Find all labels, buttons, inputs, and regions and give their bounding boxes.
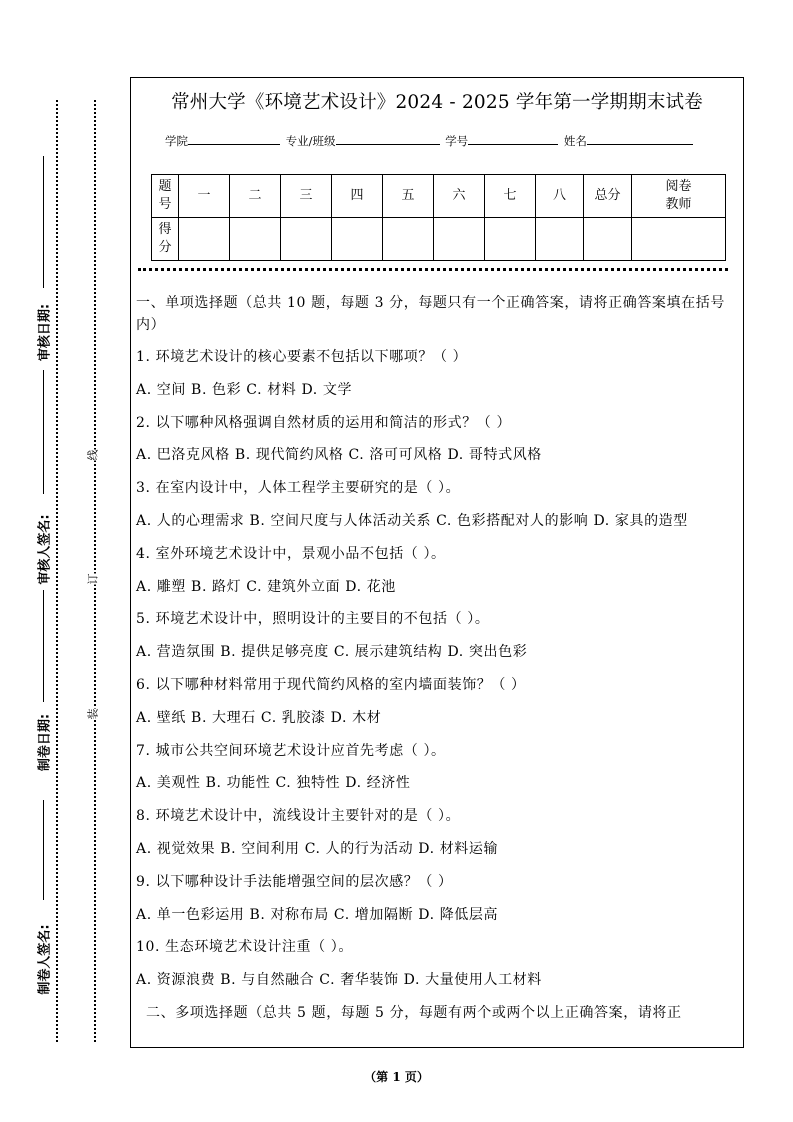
score-table [151,174,726,261]
score-cell[interactable] [485,218,536,261]
score-col-5: 五 [383,175,434,218]
section-2-title: 二、多项选择题（总共 5 题，每题 5 分，每题有两个或两个以上正确答案，请将正 [146,1004,682,1021]
question-2-options: A. 巴洛克风格 B. 现代简约风格 C. 洛可可风格 D. 哥特式风格 [136,447,542,464]
score-cell[interactable] [230,218,281,261]
score-cell[interactable] [332,218,383,261]
student-id-field[interactable] [468,132,558,145]
college-field[interactable] [188,132,280,145]
question-1-options: A. 空间 B. 色彩 C. 材料 D. 文学 [136,381,353,398]
score-table-header-cell: 题 号 [152,175,179,218]
college-label: 学院 [165,134,188,148]
binding-mark-bind: 装 [86,708,100,720]
score-col-4: 四 [332,175,383,218]
score-cell[interactable] [536,218,584,261]
reviewer-signature-label: 审核人签名: [37,514,53,585]
score-col-1: 一 [179,175,230,218]
exam-title: 常州大学《环境艺术设计》2024 - 2025 学年第一学期期末试卷 [171,92,703,113]
student-info-row [165,132,695,149]
binding-line-outer [56,100,58,1042]
major-class-label: 专业/班级 [285,134,336,148]
name-label: 姓名 [563,134,587,148]
question-5-options: A. 营造氛围 B. 提供足够亮度 C. 展示建筑结构 D. 突出色彩 [136,644,528,661]
compile-date-label: 制卷日期: [37,713,53,772]
review-date-blank[interactable] [43,156,44,288]
score-cell-reviewer[interactable] [632,218,726,261]
name-field[interactable] [587,132,693,145]
score-cell[interactable] [281,218,332,261]
question-8: 8. 环境艺术设计中，流线设计主要针对的是（ ）。 [136,808,461,825]
dotted-divider [138,268,728,271]
question-3: 3. 在室内设计中，人体工程学主要研究的是（ ）。 [136,480,461,497]
question-8-options: A. 视觉效果 B. 空间利用 C. 人的行为活动 D. 材料运输 [136,840,499,857]
question-7: 7. 城市公共空间环境艺术设计应首先考虑（ ）。 [136,742,446,759]
major-class-field[interactable] [336,132,440,145]
compile-date-blank[interactable] [43,590,44,702]
exam-sheet [130,77,744,1048]
question-5: 5. 环境艺术设计中，照明设计的主要目的不包括（ ）。 [136,611,490,628]
question-10: 10. 生态环境艺术设计注重（ ）。 [136,939,353,956]
binding-mark-staple: 订 [86,573,100,585]
student-id-label: 学号 [445,134,469,148]
compiler-signature-blank[interactable] [43,800,44,900]
score-cell[interactable] [383,218,434,261]
questions-body [136,292,740,1024]
question-4: 4. 室外环境艺术设计中，景观小品不包括（ ）。 [136,545,446,562]
question-9-options: A. 单一色彩运用 B. 对称布局 C. 增加隔断 D. 降低层高 [136,906,499,923]
question-2: 2. 以下哪种风格强调自然材质的运用和简洁的形式？（ ） [136,414,512,431]
score-col-7: 七 [485,175,536,218]
question-10-options: A. 资源浪费 B. 与自然融合 C. 奢华装饰 D. 大量使用人工材料 [136,972,542,989]
score-col-2: 二 [230,175,281,218]
question-1: 1. 环境艺术设计的核心要素不包括以下哪项？（ ） [136,349,468,365]
score-col-total: 总分 [584,175,632,218]
score-col-8: 八 [536,175,584,218]
score-col-3: 三 [281,175,332,218]
question-3-options: A. 人的心理需求 B. 空间尺度与人体活动关系 C. 色彩搭配对人的影响 D. 家具的造型 [136,512,688,529]
score-cell[interactable] [179,218,230,261]
section-1-title: 一、单项选择题（总共 10 题，每题 3 分，每题只有一个正确答案，请将正确答案填在括号内） [136,295,725,333]
question-6: 6. 以下哪种材料常用于现代简约风格的室内墙面装饰？（ ） [136,676,526,693]
score-col-reviewer: 阅卷 教师 [632,175,726,218]
compiler-signature-label: 制卷人签名: [37,924,53,995]
question-6-options: A. 壁纸 B. 大理石 C. 乳胶漆 D. 木材 [136,709,382,726]
question-9: 9. 以下哪种设计手法能增强空间的层次感？（ ） [136,873,453,890]
score-cell[interactable] [434,218,485,261]
review-date-label: 审核日期: [37,303,53,362]
score-row-label: 得 分 [152,218,179,261]
score-col-6: 六 [434,175,485,218]
question-4-options: A. 雕塑 B. 路灯 C. 建筑外立面 D. 花池 [136,578,396,595]
page-number: （第 1 页） [364,1070,429,1084]
reviewer-signature-blank[interactable] [43,370,44,494]
binding-line-inner [94,100,96,1042]
binding-mark-line: 线 [86,449,100,461]
question-7-options: A. 美观性 B. 功能性 C. 独特性 D. 经济性 [136,775,411,792]
score-cell-total[interactable] [584,218,632,261]
